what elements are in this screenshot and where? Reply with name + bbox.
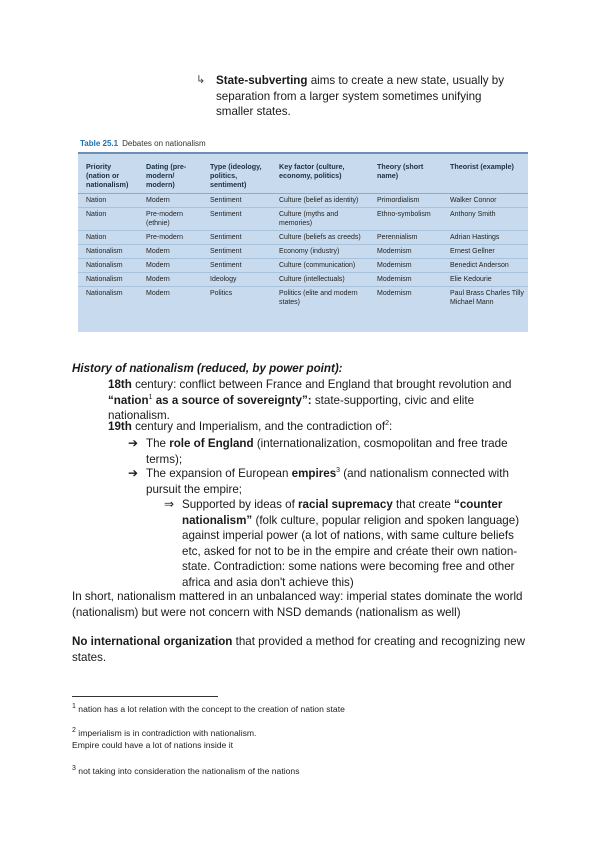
history-heading: History of nationalism (reduced, by power point): xyxy=(72,362,343,375)
cell: Culture (intellectuals) xyxy=(271,273,369,287)
cell: Politics xyxy=(202,287,271,310)
header-priority: Priority (nation or nationalism) xyxy=(78,154,138,194)
table-caption xyxy=(80,139,206,148)
cell: Nationalism xyxy=(78,259,138,273)
cell: Nationalism xyxy=(78,245,138,259)
table-row xyxy=(78,194,528,208)
footnote-ref-2: 2 xyxy=(385,420,390,428)
cell: Sentiment xyxy=(202,231,271,245)
bullet-european-empires: ➔ The expansion of European empires$^3$ (and nationalism connected with pursuit the empire; xyxy=(128,466,509,496)
paragraph-no-international-organization: No international organization that provided a method for creating and recognizing new states. xyxy=(72,635,525,664)
cell: Modern xyxy=(138,287,202,310)
cell: Modern xyxy=(138,194,202,208)
cell: Culture (myths and memories) xyxy=(271,208,369,231)
header-type: Type (ideology, politics, sentiment) xyxy=(202,154,271,194)
cell: Paul Brass Charles Tilly Michael Mann xyxy=(442,287,528,310)
debates-table xyxy=(78,154,528,309)
arrow-right-icon: ➔ xyxy=(128,466,139,480)
cell: Adrian Hastings xyxy=(442,231,528,245)
double-arrow-right-icon: ⇒ xyxy=(164,497,175,511)
cell: Modernism xyxy=(369,287,442,310)
cell: Sentiment xyxy=(202,245,271,259)
cell: Culture (beliefs as creeds) xyxy=(271,231,369,245)
cell: Primordialism xyxy=(369,194,442,208)
cell: Culture (belief as identity) xyxy=(271,194,369,208)
footnote-1: $^1$ nation has a lot relation with the concept to the creation of nation state xyxy=(72,703,345,714)
return-arrow-icon: ↳ xyxy=(196,74,206,86)
cell: Politics (elite and modern states) xyxy=(271,287,369,310)
footnote-3: $^3$ not taking into consideration the nationalism of the nations xyxy=(72,765,300,776)
cell: Modern xyxy=(138,245,202,259)
footnote-ref-3: 3 xyxy=(336,467,341,475)
header-theory: Theory (short name) xyxy=(369,154,442,194)
cell: Walker Connor xyxy=(442,194,528,208)
table-number: Table 25.1 xyxy=(80,139,119,148)
cell: Ernest Gellner xyxy=(442,245,528,259)
cell: Sentiment xyxy=(202,208,271,231)
cell: Modernism xyxy=(369,245,442,259)
header-theorist: Theorist (example) xyxy=(442,154,528,194)
table-title: Debates on nationalism xyxy=(122,139,206,148)
cell: Ideology xyxy=(202,273,271,287)
paragraph-in-short: In short, nationalism mattered in an unbalanced way: imperial states dominate the world (nationalism) but were not concern with NSD demands (nationalism as well) xyxy=(72,590,523,619)
cell: Benedict Anderson xyxy=(442,259,528,273)
cell: Sentiment xyxy=(202,259,271,273)
table-row xyxy=(78,287,528,310)
cell: Nation xyxy=(78,194,138,208)
cell: Modern xyxy=(138,273,202,287)
cell: Nation xyxy=(78,231,138,245)
cell: Nationalism xyxy=(78,273,138,287)
paragraph-19th-century: 19th century and Imperialism, and the contradiction $of^2$: xyxy=(108,420,393,433)
cell: Modernism xyxy=(369,273,442,287)
table-row xyxy=(78,208,528,231)
table-header-row xyxy=(78,154,528,194)
bullet-racial-supremacy: ⇒ Supported by ideas of racial supremacy that create “counter nationalism” (folk culture, popular religion and spoken language) against imperial power (a lot of nations, with same culture beliefs etc, asked for not to be in the empire and créate their own nation-state. Contradiction: some nations were becoming free and other africa and asia don't achieve this) xyxy=(164,497,520,589)
cell: Economy (industry) xyxy=(271,245,369,259)
header-dating: Dating (pre-modern/ modern) xyxy=(138,154,202,194)
cell: Modern xyxy=(138,259,202,273)
cell: Perennialism xyxy=(369,231,442,245)
paragraph-18th-century: 18th century: conflict between France and England that brought revolution and “nation$^1$ as a source of sovereignty”: state-supporting, civic and elite nationalism. xyxy=(108,378,512,423)
table-row xyxy=(78,231,528,245)
table-row xyxy=(78,273,528,287)
cell: Culture (communication) xyxy=(271,259,369,273)
debates-table-image xyxy=(78,152,528,332)
footnote-2: $^2$ imperialism is in contradiction with nationalism. Empire could have a lot of nations inside it xyxy=(72,727,257,750)
header-key-factor: Key factor (culture, economy, politics) xyxy=(271,154,369,194)
cell: Sentiment xyxy=(202,194,271,208)
cell: Pre-modern (ethnie) xyxy=(138,208,202,231)
bullet-role-of-england: ➔ The role of England (internationalization, cosmopolitan and free trade terms); xyxy=(128,436,508,466)
cell: Nation xyxy=(78,208,138,231)
cell: Nationalism xyxy=(78,287,138,310)
table-row xyxy=(78,245,528,259)
cell: Modernism xyxy=(369,259,442,273)
cell: Pre-modern xyxy=(138,231,202,245)
cell: Ethno-symbolism xyxy=(369,208,442,231)
state-subverting-bullet xyxy=(196,73,506,120)
arrow-right-icon: ➔ xyxy=(128,436,139,450)
cell: Anthony Smith xyxy=(442,208,528,231)
footnote-ref-1: 1 xyxy=(148,393,153,401)
table-row xyxy=(78,259,528,273)
cell: Elie Kedourie xyxy=(442,273,528,287)
state-subverting-text: State-subverting aims to create a new state, usually by separation from a larger system sometimes unifying smaller states. xyxy=(216,74,505,119)
footnote-divider xyxy=(72,696,218,697)
